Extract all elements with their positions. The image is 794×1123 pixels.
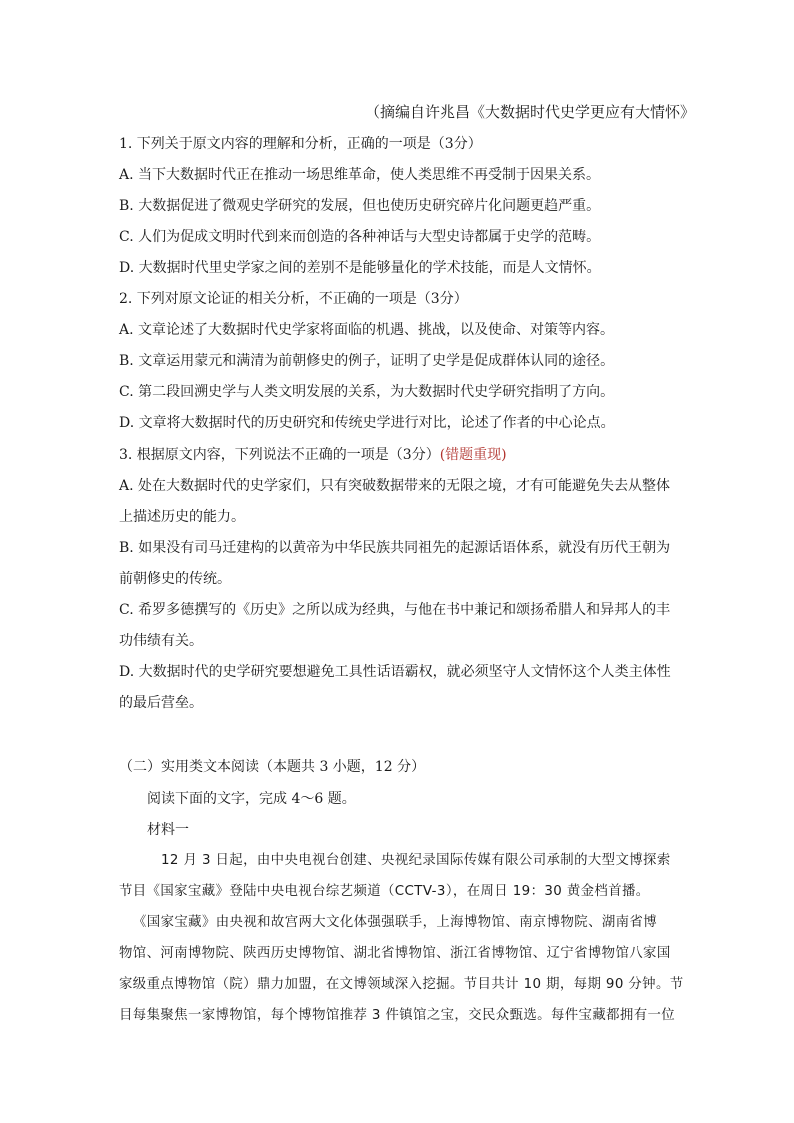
option-d-cont: 的最后营垒。 <box>119 695 203 711</box>
option-c-cont: 功伟绩有关。 <box>119 633 203 649</box>
option-a: A. 文章论述了大数据时代史学家将面临的机遇、挑战，以及使命、对策等内容。 <box>119 322 615 338</box>
paragraph-line: 12 月 3 日起，由中央电视台创建、央视纪录国际传媒有限公司承制的大型文博探索 <box>161 853 671 868</box>
option-a: A. 当下大数据时代正在推动一场思维革命，使人类思维不再受制于因果关系。 <box>119 167 601 183</box>
option-d: D. 大数据时代的史学研究要想避免工具性话语霸权，就必须坚守人文情怀这个人类主体性 <box>119 664 671 680</box>
option-b: B. 大数据促进了微观史学研究的发展，但也使历史研究碎片化问题更趋严重。 <box>119 198 601 214</box>
option-c: C. 人们为促成文明时代到来而创造的各种神话与大型史诗都属于史学的范畴。 <box>119 229 601 245</box>
option-d: D. 大数据时代里史学家之间的差别不是能够量化的学术技能，而是人文情怀。 <box>119 260 601 276</box>
question-stem: 2. 下列对原文论证的相关分析，不正确的一项是（3分） <box>119 291 468 307</box>
section-title: （二）实用类文本阅读（本题共 3 小题，12 分） <box>119 759 426 775</box>
question-stem <box>119 445 507 465</box>
option-b: B. 文章运用蒙元和满清为前朝修史的例子，证明了史学是促成群体认同的途径。 <box>119 353 615 369</box>
option-c: C. 希罗多德撰写的《历史》之所以成为经典，与他在书中兼记和颂扬希腊人和异邦人的丰 <box>119 602 671 618</box>
option-b-cont: 前朝修史的传统。 <box>119 571 231 587</box>
option-d: D. 文章将大数据时代的历史研究和传统史学进行对比，论述了作者的中心论点。 <box>119 415 615 431</box>
error-review-tag: (错题重现) <box>439 447 507 463</box>
paragraph-line: 节目《国家宝藏》登陆中央电视台综艺频道（CCTV-3），在周日 19：30 黄金档首播。 <box>119 884 650 899</box>
option-a-cont: 上描述历史的能力。 <box>119 509 245 525</box>
paragraph-line: 物馆、河南博物院、陕西历史博物馆、湖北省博物馆、浙江省博物馆、辽宁省博物馆八家国 <box>119 946 671 961</box>
option-b: B. 如果没有司马迁建构的以黄帝为中华民族共同祖先的起源话语体系，就没有历代王朝为 <box>119 540 671 556</box>
source-citation: （摘编自许兆昌《大数据时代史学更应有大情怀》 <box>365 103 696 121</box>
option-c: C. 第二段回溯史学与人类文明发展的关系，为大数据时代史学研究指明了方向。 <box>119 384 615 400</box>
paragraph-line: 《国家宝藏》由央视和故宫两大文化体强强联手，上海博物馆、南京博物院、湖南省博 <box>133 915 658 930</box>
material-label: 材料一 <box>147 822 189 838</box>
paragraph-line: 家级重点博物馆（院）鼎力加盟，在文博领域深入挖掘。节目共计 10 期，每期 90 分钟。节 <box>119 977 684 992</box>
question-stem: 1. 下列关于原文内容的理解和分析，正确的一项是（3分） <box>119 136 482 152</box>
question-stem-text: 3. 根据原文内容，下列说法不正确的一项是（3分） <box>119 447 440 463</box>
section-instruction: 阅读下面的文字，完成 4～6 题。 <box>147 791 356 807</box>
option-a: A. 处在大数据时代的史学家们，只有突破数据带来的无限之境，才有可能避免失去从整体 <box>119 478 671 494</box>
paragraph-line: 目每集聚焦一家博物馆，每个博物馆推荐 3 件镇馆之宝，交民众甄选。每件宝藏都拥有一位 <box>119 1008 676 1023</box>
